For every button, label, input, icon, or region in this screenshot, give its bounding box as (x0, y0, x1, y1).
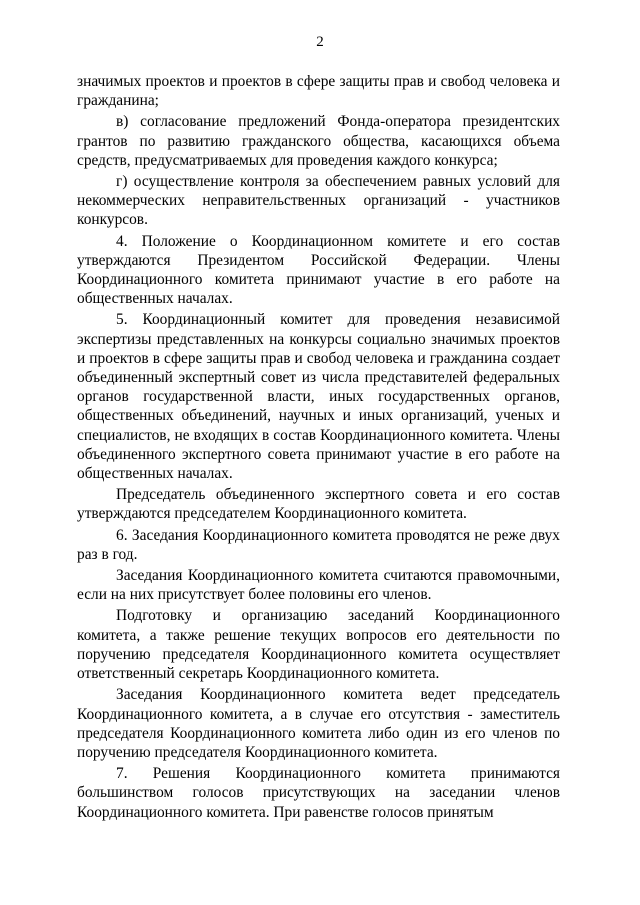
paragraph-section-7: 7. Решения Координационного комитета принимаются большинством голосов присутствующих на заседании членов Координационного комитета. При равенстве голосов принятым (77, 765, 560, 821)
paragraph-chairing: Заседания Координационного комитета ведет председатель Координационного комитета, а в случае его отсутствия - заместитель председателя Координационного комитета либо один из его членов по поручению председателя Координационного комитета. (77, 686, 560, 761)
paragraph-continuation: значимых проектов и проектов в сфере защиты прав и свобод человека и гражданина; (77, 73, 560, 110)
paragraph-preparation: Подготовку и организацию заседаний Координационного комитета, а также решение текущих вопросов его деятельности по поручению председателя Координационного комитета осуществляет ответственный секретарь Координационного комитета. (77, 607, 560, 683)
paragraph-item-g: г) осуществление контроля за обеспечением равных условий для некоммерческих неправительственных организаций - участников конкурсов. (77, 173, 560, 229)
document-body (77, 72, 560, 822)
paragraph-section-4: 4. Положение о Координационном комитете и его состав утверждаются Президентом Российской Федерации. Члены Координационного комитета принимают участие в его работе на общественных началах. (77, 232, 560, 308)
paragraph-quorum: Заседания Координационного комитета считаются правомочными, если на них присутствует более половины его членов. (77, 567, 560, 604)
page-number: 2 (316, 34, 324, 50)
paragraph-section-5: 5. Координационный комитет для проведения независимой экспертизы представленных на конкурсы социально значимых проектов и проектов в сфере защиты прав и свобод человека и гражданина создает объединенный экспертный совет из числа представителей федеральных органов государственной власти, иных государственных органов, общественных объединений, научных и иных организаций, ученых и специалистов, не входящих в состав Координационного комитета. Члены объединенного экспертного совета принимают участие в его работе на общественных началах. (77, 311, 560, 483)
paragraph-expert-council-chair: Председатель объединенного экспертного совета и его состав утверждаются председателем Координационного комитета. (77, 486, 560, 523)
paragraph-item-v: в) согласование предложений Фонда-оператора президентских грантов по развитию гражданского общества, касающихся объема средств, предусматриваемых для проведения каждого конкурса; (77, 113, 560, 169)
paragraph-section-6: 6. Заседания Координационного комитета проводятся не реже двух раз в год. (77, 526, 560, 563)
